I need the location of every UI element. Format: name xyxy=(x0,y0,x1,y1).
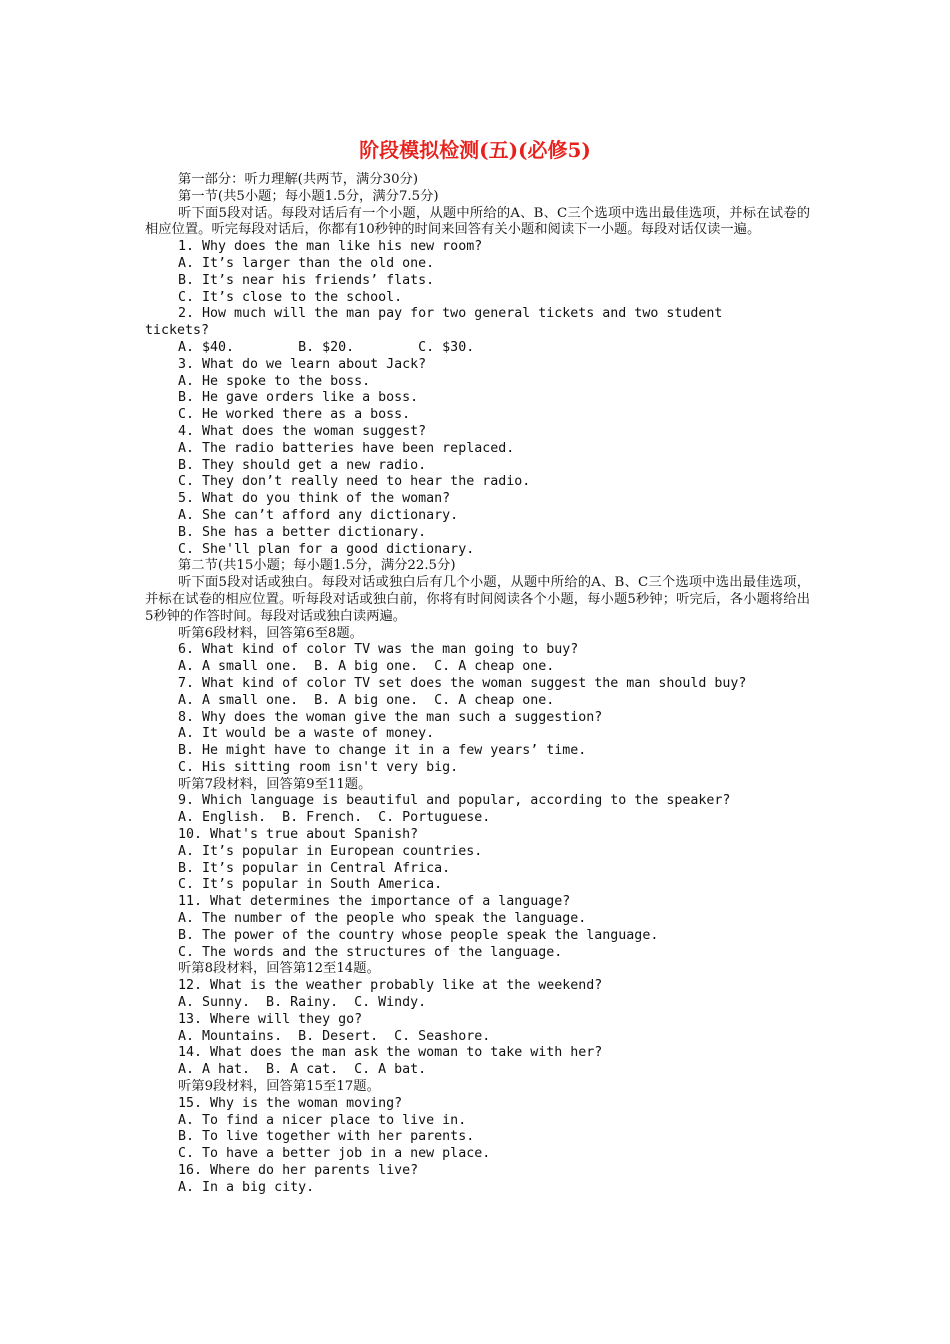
text-line: C. It’s popular in South America. xyxy=(178,877,443,893)
text-line: 16. Where do her parents live? xyxy=(178,1163,419,1179)
text-line: A. $40. B. $20. C. $30. xyxy=(178,339,475,355)
text-line: 12. What is the weather probably like at the weekend? xyxy=(178,978,603,994)
text-line: 6. What kind of color TV was the man going to buy? xyxy=(178,642,579,658)
instruction-paragraph: 听下面5段对话。每段对话后有一个小题，从题中所给的A、B、C三个选项中选出最佳选项，并标在试卷的相应位置。听完每段对话后，你都有10秒钟的时间来回答有关小题和阅读下一小题。每段对话仅读一遍。 xyxy=(145,205,810,238)
text-line: A. He spoke to the boss. xyxy=(178,373,371,389)
text-line: A. It’s popular in European countries. xyxy=(178,843,483,859)
text-line: 听第6段材料，回答第6至8题。 xyxy=(178,625,363,641)
text-line: 13. Where will they go? xyxy=(178,1011,363,1027)
text-line: B. The power of the country whose people speak the language. xyxy=(178,927,659,943)
text-line: A. Sunny. B. Rainy. C. Windy. xyxy=(178,995,427,1011)
text-line: 第一节(共5小题；每小题1.5分，满分7.5分) xyxy=(178,188,439,204)
text-line: 1. Why does the man like his new room? xyxy=(178,239,483,255)
text-line: B. It’s popular in Central Africa. xyxy=(178,860,451,876)
text-line: A. It would be a waste of money. xyxy=(178,726,435,742)
text-line: 3. What do we learn about Jack? xyxy=(178,356,427,372)
text-line: A. In a big city. xyxy=(178,1179,315,1195)
text-line: tickets? xyxy=(145,323,210,339)
exam-body xyxy=(145,172,810,1197)
text-line: A. A hat. B. A cat. C. A bat. xyxy=(178,1062,427,1078)
text-line: A. A small one. B. A big one. C. A cheap one. xyxy=(178,659,555,675)
text-line: A. Mountains. B. Desert. C. Seashore. xyxy=(178,1028,491,1044)
text-line: 10. What's true about Spanish? xyxy=(178,827,419,843)
text-line: C. The words and the structures of the language. xyxy=(178,944,563,960)
text-line: 7. What kind of color TV set does the woman suggest the man should buy? xyxy=(178,675,747,691)
instruction-paragraph: 听下面5段对话或独白。每段对话或独白后有几个小题，从题中所给的A、B、C三个选项中选出最佳选项，并标在试卷的相应位置。听每段对话或独白前，你将有时间阅读各个小题，每小题5秒钟；听完后，各小题将给出5秒钟的作答时间。每段对话或独白读两遍。 xyxy=(145,575,810,624)
text-line: C. It’s close to the school. xyxy=(178,289,403,305)
text-line: A. The radio batteries have been replaced. xyxy=(178,440,515,456)
text-line: 15. Why is the woman moving? xyxy=(178,1095,403,1111)
text-line: A. She can’t afford any dictionary. xyxy=(178,507,459,523)
text-line: 9. Which language is beautiful and popular, according to the speaker? xyxy=(178,793,731,809)
text-line: C. They don’t really need to hear the radio. xyxy=(178,474,531,490)
text-line: B. He gave orders like a boss. xyxy=(178,390,419,406)
text-line: A. English. B. French. C. Portuguese. xyxy=(178,810,491,826)
text-line: 8. Why does the woman give the man such a suggestion? xyxy=(178,709,603,725)
text-line: B. They should get a new radio. xyxy=(178,457,427,473)
text-line: 11. What determines the importance of a language? xyxy=(178,894,571,910)
text-line: A. It’s larger than the old one. xyxy=(178,255,435,271)
text-line: 4. What does the woman suggest? xyxy=(178,423,427,439)
text-line: A. To find a nicer place to live in. xyxy=(178,1112,467,1128)
text-line: A. The number of the people who speak the language. xyxy=(178,911,587,927)
page-title: 阶段模拟检测(五)(必修5) xyxy=(359,138,591,162)
text-line: C. She'll plan for a good dictionary. xyxy=(178,541,475,557)
text-line: 听第7段材料，回答第9至11题。 xyxy=(178,776,372,792)
text-line: 2. How much will the man pay for two general tickets and two student xyxy=(178,306,723,322)
text-line: B. He might have to change it in a few years’ time. xyxy=(178,743,587,759)
text-line: B. To live together with her parents. xyxy=(178,1129,475,1145)
text-line: C. His sitting room isn't very big. xyxy=(178,759,459,775)
text-line: 听第9段材料，回答第15至17题。 xyxy=(178,1079,380,1095)
text-line: 听第8段材料，回答第12至14题。 xyxy=(178,961,380,977)
text-line: 5. What do you think of the woman? xyxy=(178,491,451,507)
text-line: A. A small one. B. A big one. C. A cheap one. xyxy=(178,692,555,708)
text-line: B. It’s near his friends’ flats. xyxy=(178,272,435,288)
text-line: B. She has a better dictionary. xyxy=(178,524,427,540)
text-line: 第一部分：听力理解(共两节，满分30分) xyxy=(178,172,419,187)
text-line: 14. What does the man ask the woman to take with her? xyxy=(178,1045,603,1061)
text-line: 第二节(共15小题；每小题1.5分，满分22.5分) xyxy=(178,558,456,574)
text-line: C. He worked there as a boss. xyxy=(178,407,411,423)
text-line: C. To have a better job in a new place. xyxy=(178,1146,491,1162)
